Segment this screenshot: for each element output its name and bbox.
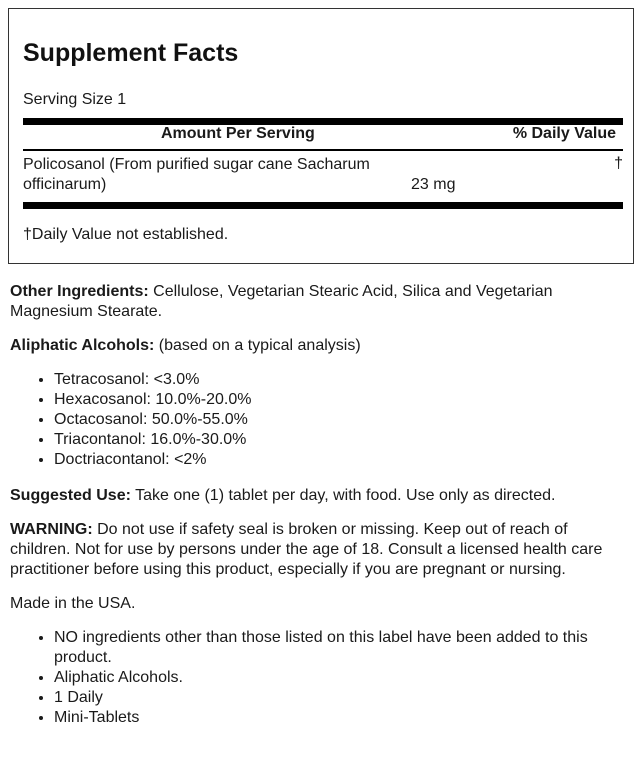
list-item: • Mini-Tablets xyxy=(54,708,622,728)
suggested-use-text: Take one (1) tablet per day, with food. Use only as directed. xyxy=(135,487,556,504)
aliphatic-alcohols xyxy=(10,336,622,356)
list-item: • Tetracosanol: <3.0% xyxy=(54,370,622,390)
features-list xyxy=(10,628,622,728)
supplement-facts-panel xyxy=(8,8,634,264)
aliphatic-alcohols-text: (based on a typical analysis) xyxy=(158,337,361,354)
divider-thick-bottom xyxy=(23,202,623,209)
header-amount-per-serving: Amount Per Serving xyxy=(161,125,315,142)
list-item: • Octacosanol: 50.0%-55.0% xyxy=(54,410,622,430)
warning-label: WARNING: xyxy=(10,521,93,538)
warning xyxy=(10,520,622,580)
list-item: • Hexacosanol: 10.0%-20.0% xyxy=(54,390,622,410)
list-item: • Aliphatic Alcohols. xyxy=(54,668,622,688)
list-item: • Doctriacontanol: <2% xyxy=(54,450,622,470)
divider-thick-top xyxy=(23,118,623,125)
header-daily-value: % Daily Value xyxy=(512,125,616,142)
facts-title: Supplement Facts xyxy=(23,39,239,67)
made-in: Made in the USA. xyxy=(10,595,136,612)
product-details xyxy=(10,282,622,744)
other-ingredients-text: Cellulose, Vegetarian Stearic Acid, Silica and Vegetarian Magnesium Stearate. xyxy=(10,283,553,320)
other-ingredients xyxy=(10,282,622,322)
suggested-use-label: Suggested Use: xyxy=(10,487,131,504)
divider-thin xyxy=(23,149,623,151)
aliphatic-alcohols-list xyxy=(10,370,622,470)
aliphatic-alcohols-label: Aliphatic Alcohols: xyxy=(10,337,155,354)
nutrient-name: Policosanol (From purified sugar cane Sacharum officinarum) xyxy=(23,156,370,193)
nutrient-daily-value: † xyxy=(614,155,623,172)
facts-footnote: †Daily Value not established. xyxy=(23,226,229,243)
list-item: • NO ingredients other than those listed on this label have been added to this product. xyxy=(54,628,622,668)
warning-text: Do not use if safety seal is broken or missing. Keep out of reach of children. Not for use by persons under the age of 18. Consult a licensed health care practitioner before using this product, especially if you are pregnant or nursing. xyxy=(10,521,603,578)
list-item: • 1 Daily xyxy=(54,688,622,708)
suggested-use xyxy=(10,486,622,506)
nutrient-amount: 23 mg xyxy=(411,176,456,193)
serving-size: Serving Size 1 xyxy=(23,91,127,108)
other-ingredients-label: Other Ingredients: xyxy=(10,283,149,300)
list-item: • Triacontanol: 16.0%-30.0% xyxy=(54,430,622,450)
